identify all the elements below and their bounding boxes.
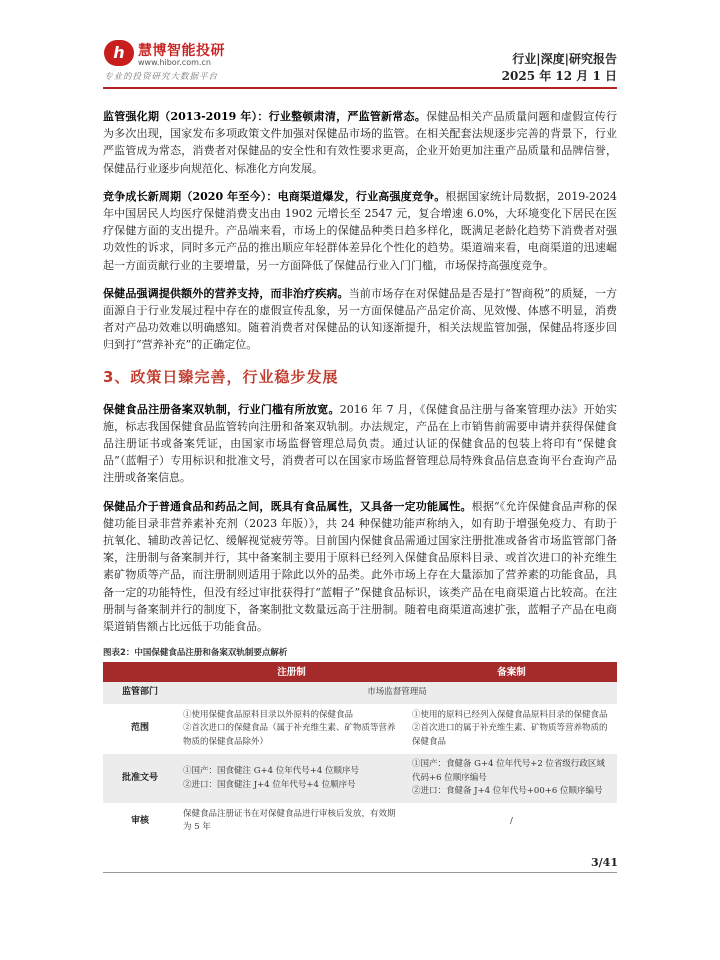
paragraph-lead: 保健品强调提供额外的营养支持，而非治疗疾病。 bbox=[103, 286, 349, 300]
cell-line: ②进口：国食健注 J+4 位年代号+4 位顺序号 bbox=[183, 779, 356, 790]
table-header-row bbox=[103, 662, 617, 682]
table-cell: 保健食品注册证书在对保健食品进行审核后发放，有效期为 5 年 bbox=[183, 808, 396, 833]
paragraph-text: 当前市场存在对保健品是否是打“智商税”的质疑，一方面源自于行业发展过程中存在的虚假宣传乱象，另一方面保健品产品定价高、见效慢、体感不明显，消费者对产品功效难以明确感知。随着消费者对保健品的认知逐渐提升，相关法规监管加强，保健品将逐步回归到打“营养补充”的正确定位。 bbox=[103, 286, 618, 352]
table-cell bbox=[406, 704, 617, 754]
paragraph-competition bbox=[103, 188, 617, 274]
cell-line: ②首次进口的保健食品（属于补充维生素、矿物质等营养物质的保健食品除外） bbox=[183, 723, 396, 747]
cell-line: ①使用保健食品原料目录以外原料的保健食品 bbox=[183, 709, 354, 720]
row-label: 范围 bbox=[103, 704, 177, 754]
paragraph-text: 保健品相关产品质量问题和虚假宣传行为多次出现，国家发布多项政策文件加强对保健品市场的监管。在相关配套法规逐步完善的背景下，行业严监管成为常态，消费者对保健品的安全性和有效性要求更高，企业开始更加注重产品质量和品牌信誉，保健品行业逐步向规范化、标准化方向发展。 bbox=[103, 110, 618, 175]
logo-icon: h bbox=[104, 40, 134, 66]
header-divider bbox=[103, 87, 617, 89]
table-row bbox=[103, 754, 617, 804]
logo-slogan: 专业的投资研究大数据平台 bbox=[104, 72, 219, 82]
report-type: 行业|深度|研究报告 bbox=[512, 52, 617, 66]
cell-line: ①国产：食健备 G+4 位年代号+2 位省级行政区域代码+6 位顺序编号 bbox=[411, 759, 605, 783]
section-heading: 3、政策日臻完善，行业稳步发展 bbox=[103, 367, 339, 386]
paragraph-nutrition bbox=[103, 285, 617, 354]
table-cell bbox=[177, 704, 406, 754]
column-header-register: 注册制 bbox=[177, 662, 406, 682]
page-body bbox=[103, 108, 617, 839]
column-header-filing: 备案制 bbox=[406, 662, 617, 682]
footer-divider bbox=[103, 872, 617, 873]
figure-title: 图表2：中国保健食品注册和备案双轨制要点解析 bbox=[103, 648, 288, 659]
table-cell bbox=[177, 754, 406, 804]
paragraph-lead: 保健食品注册备案双轨制，行业门槛有所放宽。 bbox=[103, 402, 340, 416]
dual-track-table bbox=[103, 662, 617, 839]
table-row bbox=[103, 682, 617, 704]
logo-url: www.hibor.com.cn bbox=[138, 58, 211, 67]
report-date: 2025 年 12 月 1 日 bbox=[501, 69, 617, 83]
table-row bbox=[103, 704, 617, 754]
row-label: 监管部门 bbox=[103, 682, 177, 704]
cell-line: ①使用的原料已经列入保健食品原料目录的保健食品 bbox=[411, 709, 608, 720]
paragraph-lead: 保健品介于普通食品和药品之间，既具有食品属性，又具备一定功能属性。 bbox=[103, 499, 472, 513]
paragraph-regulation bbox=[103, 108, 617, 177]
table-corner bbox=[103, 662, 177, 682]
page-header bbox=[0, 0, 720, 90]
row-label: 审核 bbox=[130, 815, 149, 826]
logo-name: 慧博智能投研 bbox=[138, 43, 225, 59]
cell-line: ②首次进口的属于补充维生素、矿物质等营养物质的保健食品 bbox=[411, 723, 608, 747]
cell-line: ①国产：国食健注 G+4 位年代号+4 位顺序号 bbox=[183, 766, 359, 777]
paragraph-lead: 竞争成长新周期（2020 年至今）：电商渠道爆发，行业高强度竞争。 bbox=[103, 189, 446, 203]
paragraph-dual-track bbox=[103, 401, 617, 487]
paragraph-text: 2016 年 7 月，《保健食品注册与备案管理办法》开始实施，标志我国保健食品监管转向注册和备案双轨制。办法规定，产品在上市销售前需要申请并获得保健食品注册证书或备案凭证，由国家市场监督管理总局负责。通过认证的保健食品的包装上将印有“保健食品”（蓝帽子）专用标识和批准文号，消费者可以在国家市场监督管理总局特殊食品信息查询平台查询产品注册或备案信息。 bbox=[103, 402, 617, 485]
table-cell bbox=[406, 754, 617, 804]
hibor-logo bbox=[104, 38, 230, 82]
page-number: 3/41 bbox=[591, 856, 618, 869]
paragraph-lead: 监管强化期（2013-2019 年）：行业整顿肃清，严监管新常态。 bbox=[103, 110, 427, 123]
table-cell: / bbox=[510, 815, 513, 826]
cell-line: ②进口：食健备 J+4 位年代号+00+6 位顺序编号 bbox=[411, 786, 603, 797]
paragraph-text: 根据“《允许保健食品声称的保健功能目录非营养素补充剂（2023 年版）》，共 24 种保健功能声称纳入，如有助于增强免疫力、有助于抗氧化、辅助改善记忆、缓解视觉疲劳等。目前国内保健食品需通过国家注册批准或备省市场监管部门备案，注册制与备案制并行，其中备案制主要用于原料已经列入保健食品原料目录、或首次进口的补充维生素矿物质等产品，而注册制则适用于除此以外的品类。此外市场上存在大量添加了营养素的功能食品，具备一定的功能特性，但没有经过审批获得打“蓝帽子”保健食品标识，该类产品在电商渠道占比较高。在注册制与备案制并行的制度下，备案制批文数量远高于注册制。随着电商渠道高速扩张，蓝帽子产品在电商渠道销售额占比远低于功能食品。 bbox=[103, 499, 618, 634]
row-label: 批准文号 bbox=[103, 754, 177, 804]
table-cell: 市场监督管理局 bbox=[177, 682, 617, 704]
paragraph-attributes bbox=[103, 498, 617, 636]
paragraph-text: 根据国家统计局数据，2019-2024 年中国居民人均医疗保健消费支出由 1902 元增长至 2547 元，复合增速 6.0%，大环境变化下居民在医疗保健方面的支出提升。产品端来看，市场上的保健品种类日趋多样化，既满足老龄化趋势下消费者对强功效性的诉求，同时多元产品的推出顺应年轻群体差异化个性化的趋势。渠道端来看，电商渠道的迅速崛起一方面贡献行业的主要增量，另一方面降低了保健品行业入门门槛，市场保持高强度竞争。 bbox=[103, 189, 617, 272]
table-row bbox=[103, 803, 617, 839]
